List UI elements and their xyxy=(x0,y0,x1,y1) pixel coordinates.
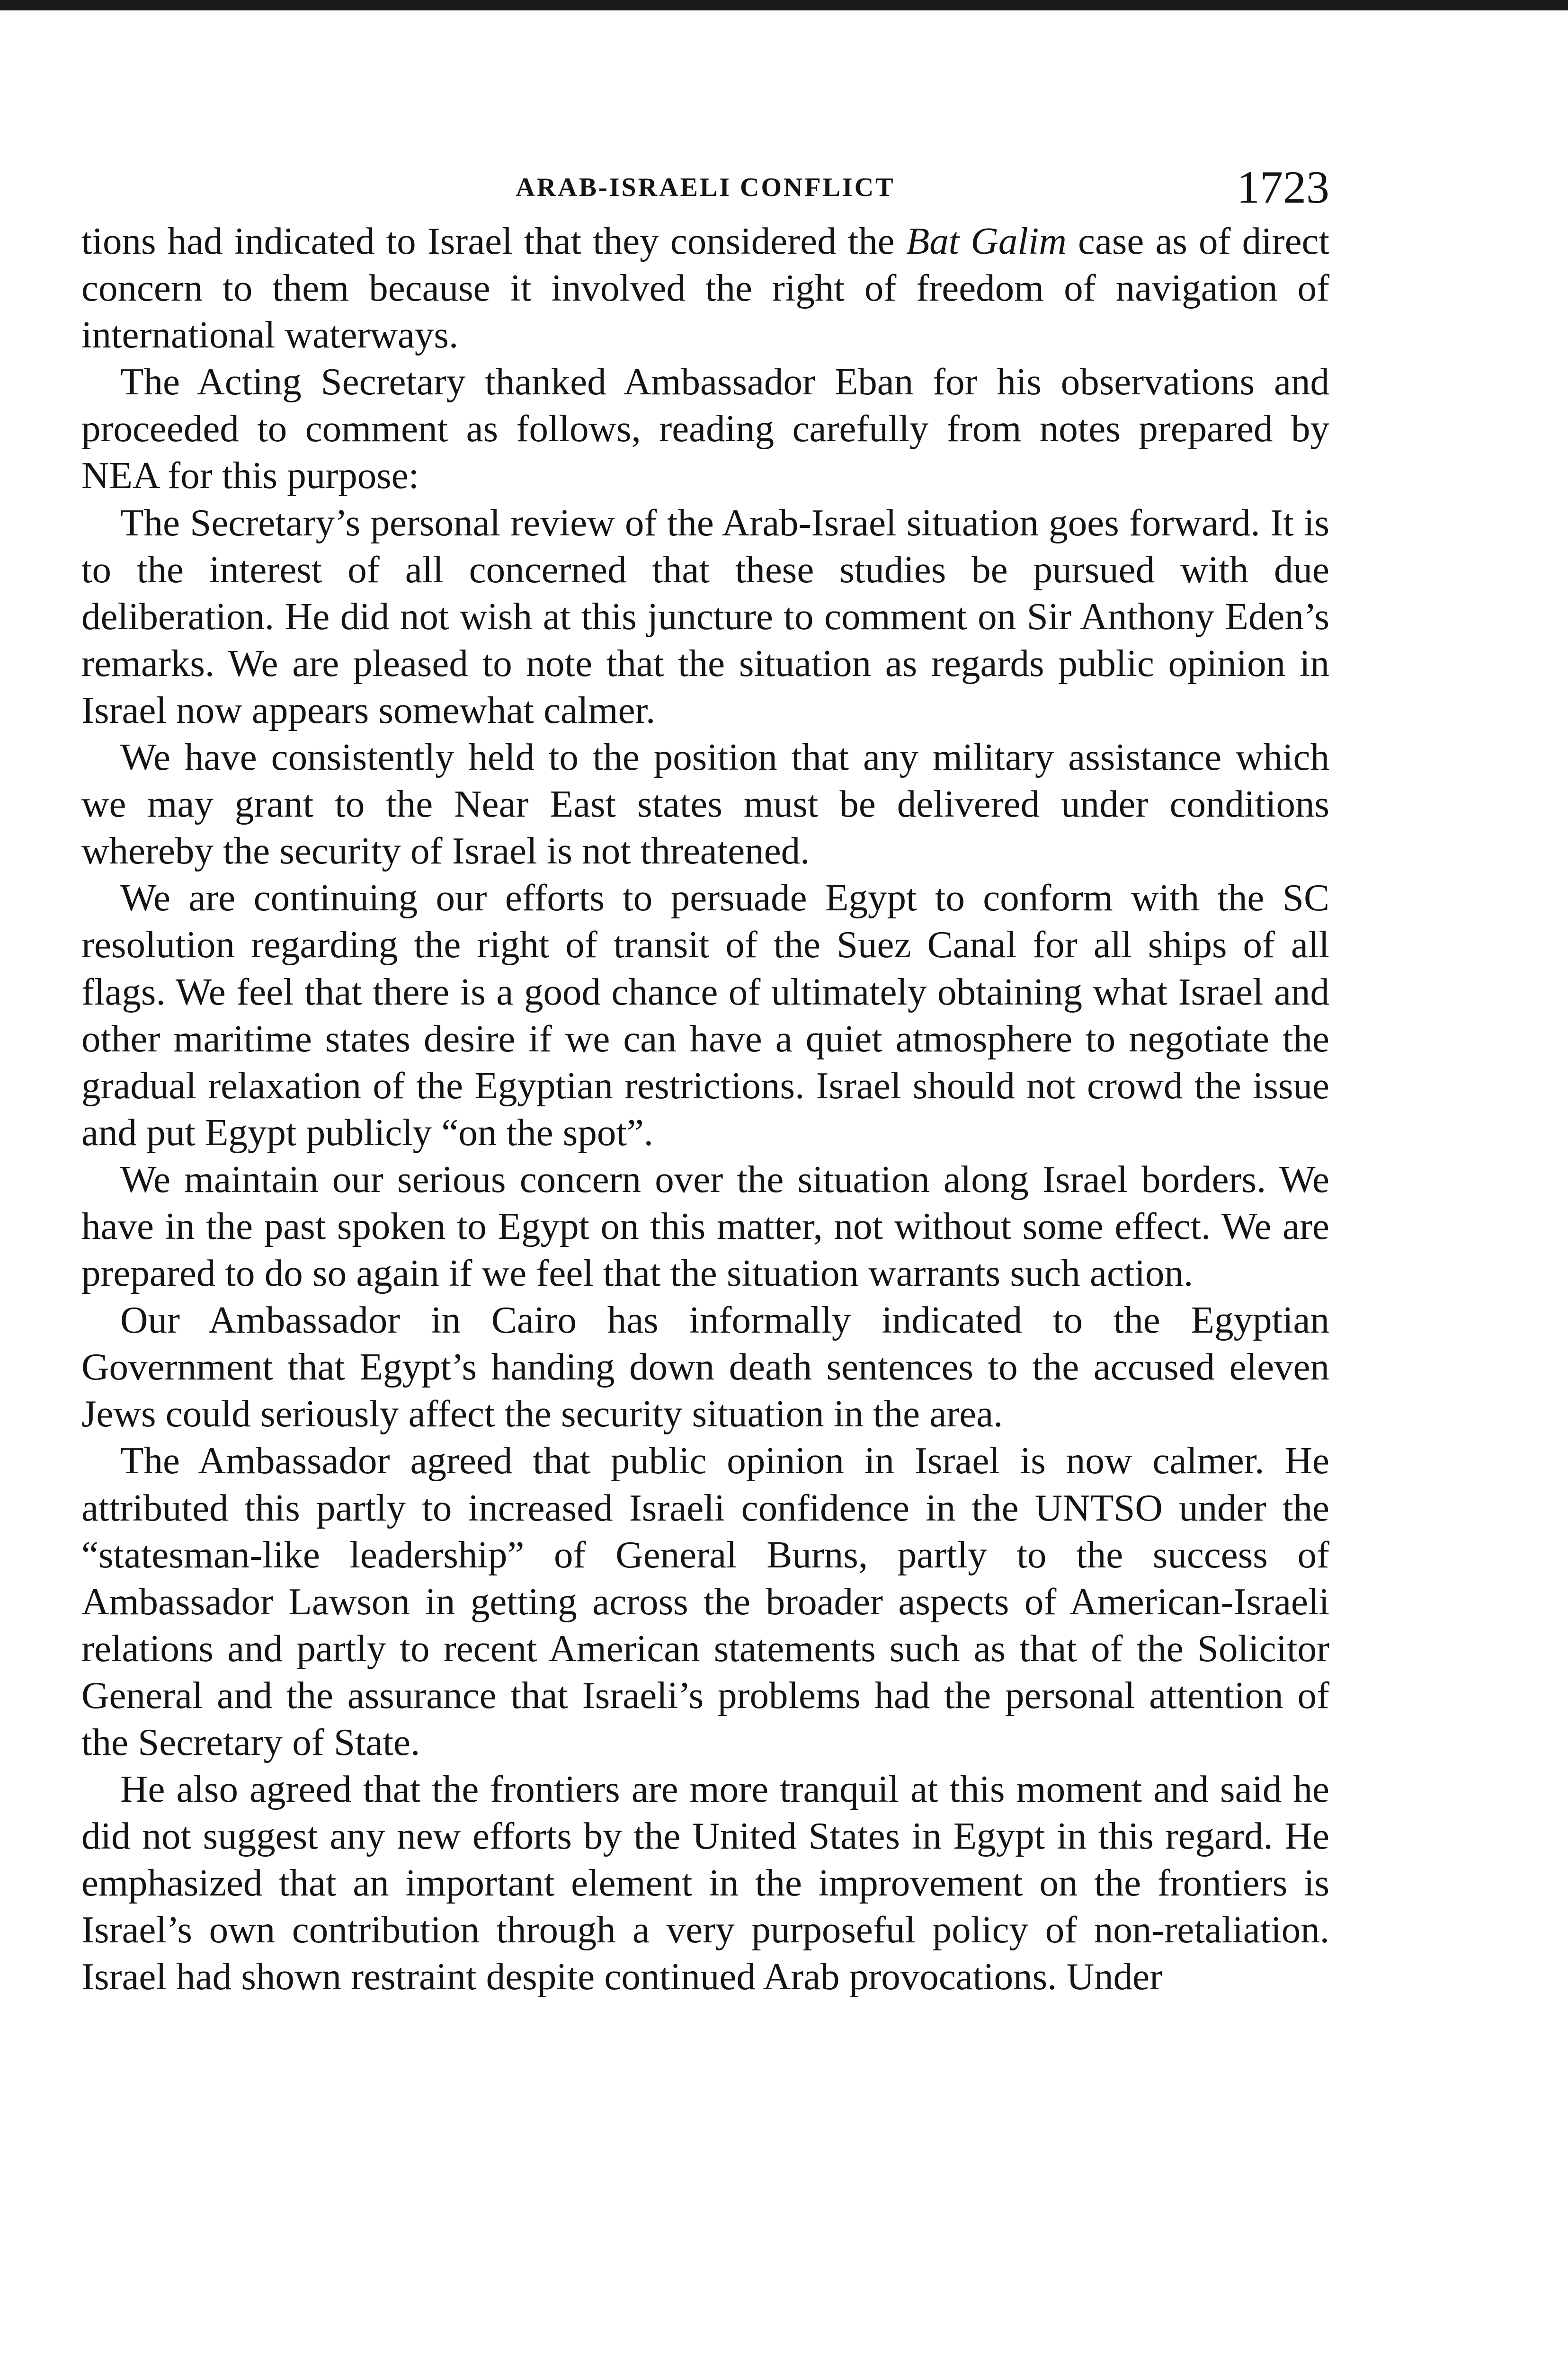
paragraph xyxy=(81,1766,1329,2000)
running-head-title: ARAB-ISRAELI CONFLICT xyxy=(516,173,895,202)
paragraph-text: tions had indicated to Israel that they considered the xyxy=(81,220,906,262)
paragraph xyxy=(81,499,1329,734)
italic-text: Bat Galim xyxy=(906,220,1067,262)
paragraph xyxy=(81,1437,1329,1766)
paragraph-text: Our Ambassador in Cairo has informally indicated to the Egyptian Government that Egypt’s handing down death sentences to the accused eleven Jews could seriously affect the security situation in the area. xyxy=(81,1299,1329,1435)
page-number: 1723 xyxy=(1237,162,1329,213)
paragraph-text: He also agreed that the frontiers are more tranquil at this moment and said he did not suggest any new efforts by the United States in Egypt in this regard. He emphasized that an important element in the improvement on the frontiers is Israel’s own contribution through a very purposeful policy of non-retaliation. Israel had shown restraint despite continued Arab provocations. Under xyxy=(81,1768,1329,1998)
paragraph xyxy=(81,1297,1329,1437)
paragraph xyxy=(81,874,1329,1156)
scan-edge-rule xyxy=(0,0,1568,10)
paragraph-text: The Acting Secretary thanked Ambassador Eban for his observations and proceeded to comment as follows, reading carefully from notes prepared by NEA for this purpose: xyxy=(81,360,1329,497)
paragraph-text: The Ambassador agreed that public opinion in Israel is now calmer. He attributed this partly to increased Israeli confidence in the UNTSO under the “statesman-like leadership” of General Burns, partly to the success of Ambassador Lawson in getting across the broader aspects of American-Israeli relations and partly to recent American statements such as that of the Solicitor General and the assurance that Israeli’s problems had the personal attention of the Secretary of State. xyxy=(81,1439,1329,1763)
body-text xyxy=(81,218,1329,2001)
paragraph-text: The Secretary’s personal review of the Arab-Israel situation goes forward. It is to the interest of all concerned that these studies be pursued with due deliberation. He did not wish at this juncture to comment on Sir Anthony Eden’s remarks. We are pleased to note that the situation as regards public opinion in Israel now appears somewhat calmer. xyxy=(81,501,1329,731)
running-head xyxy=(81,161,1329,218)
paragraph xyxy=(81,734,1329,874)
paragraph xyxy=(81,358,1329,499)
paragraph xyxy=(81,218,1329,358)
paragraph-text: We maintain our serious concern over the situation along Israel borders. We have in the past spoken to Egypt on this matter, not without some effect. We are prepared to do so again if we feel that the situation warrants such action. xyxy=(81,1157,1329,1295)
paragraph-text: case as of direct concern to them because it involved the right of freedom of navigation of international waterways. xyxy=(81,220,1329,356)
document-page xyxy=(81,161,1329,2001)
paragraph xyxy=(81,1156,1329,1297)
paragraph-text: We have consistently held to the position that any military assistance which we may grant to the Near East states must be delivered under conditions whereby the security of Israel is not threatened. xyxy=(81,736,1329,872)
paragraph-text: We are continuing our efforts to persuade Egypt to conform with the SC resolution regarding the right of transit of the Suez Canal for all ships of all flags. We feel that there is a good chance of ultimately obtaining what Israel and other maritime states desire if we can have a quiet atmosphere to negotiate the gradual relaxation of the Egyptian restrictions. Israel should not crowd the issue and put Egypt publicly “on the spot”. xyxy=(81,876,1329,1154)
